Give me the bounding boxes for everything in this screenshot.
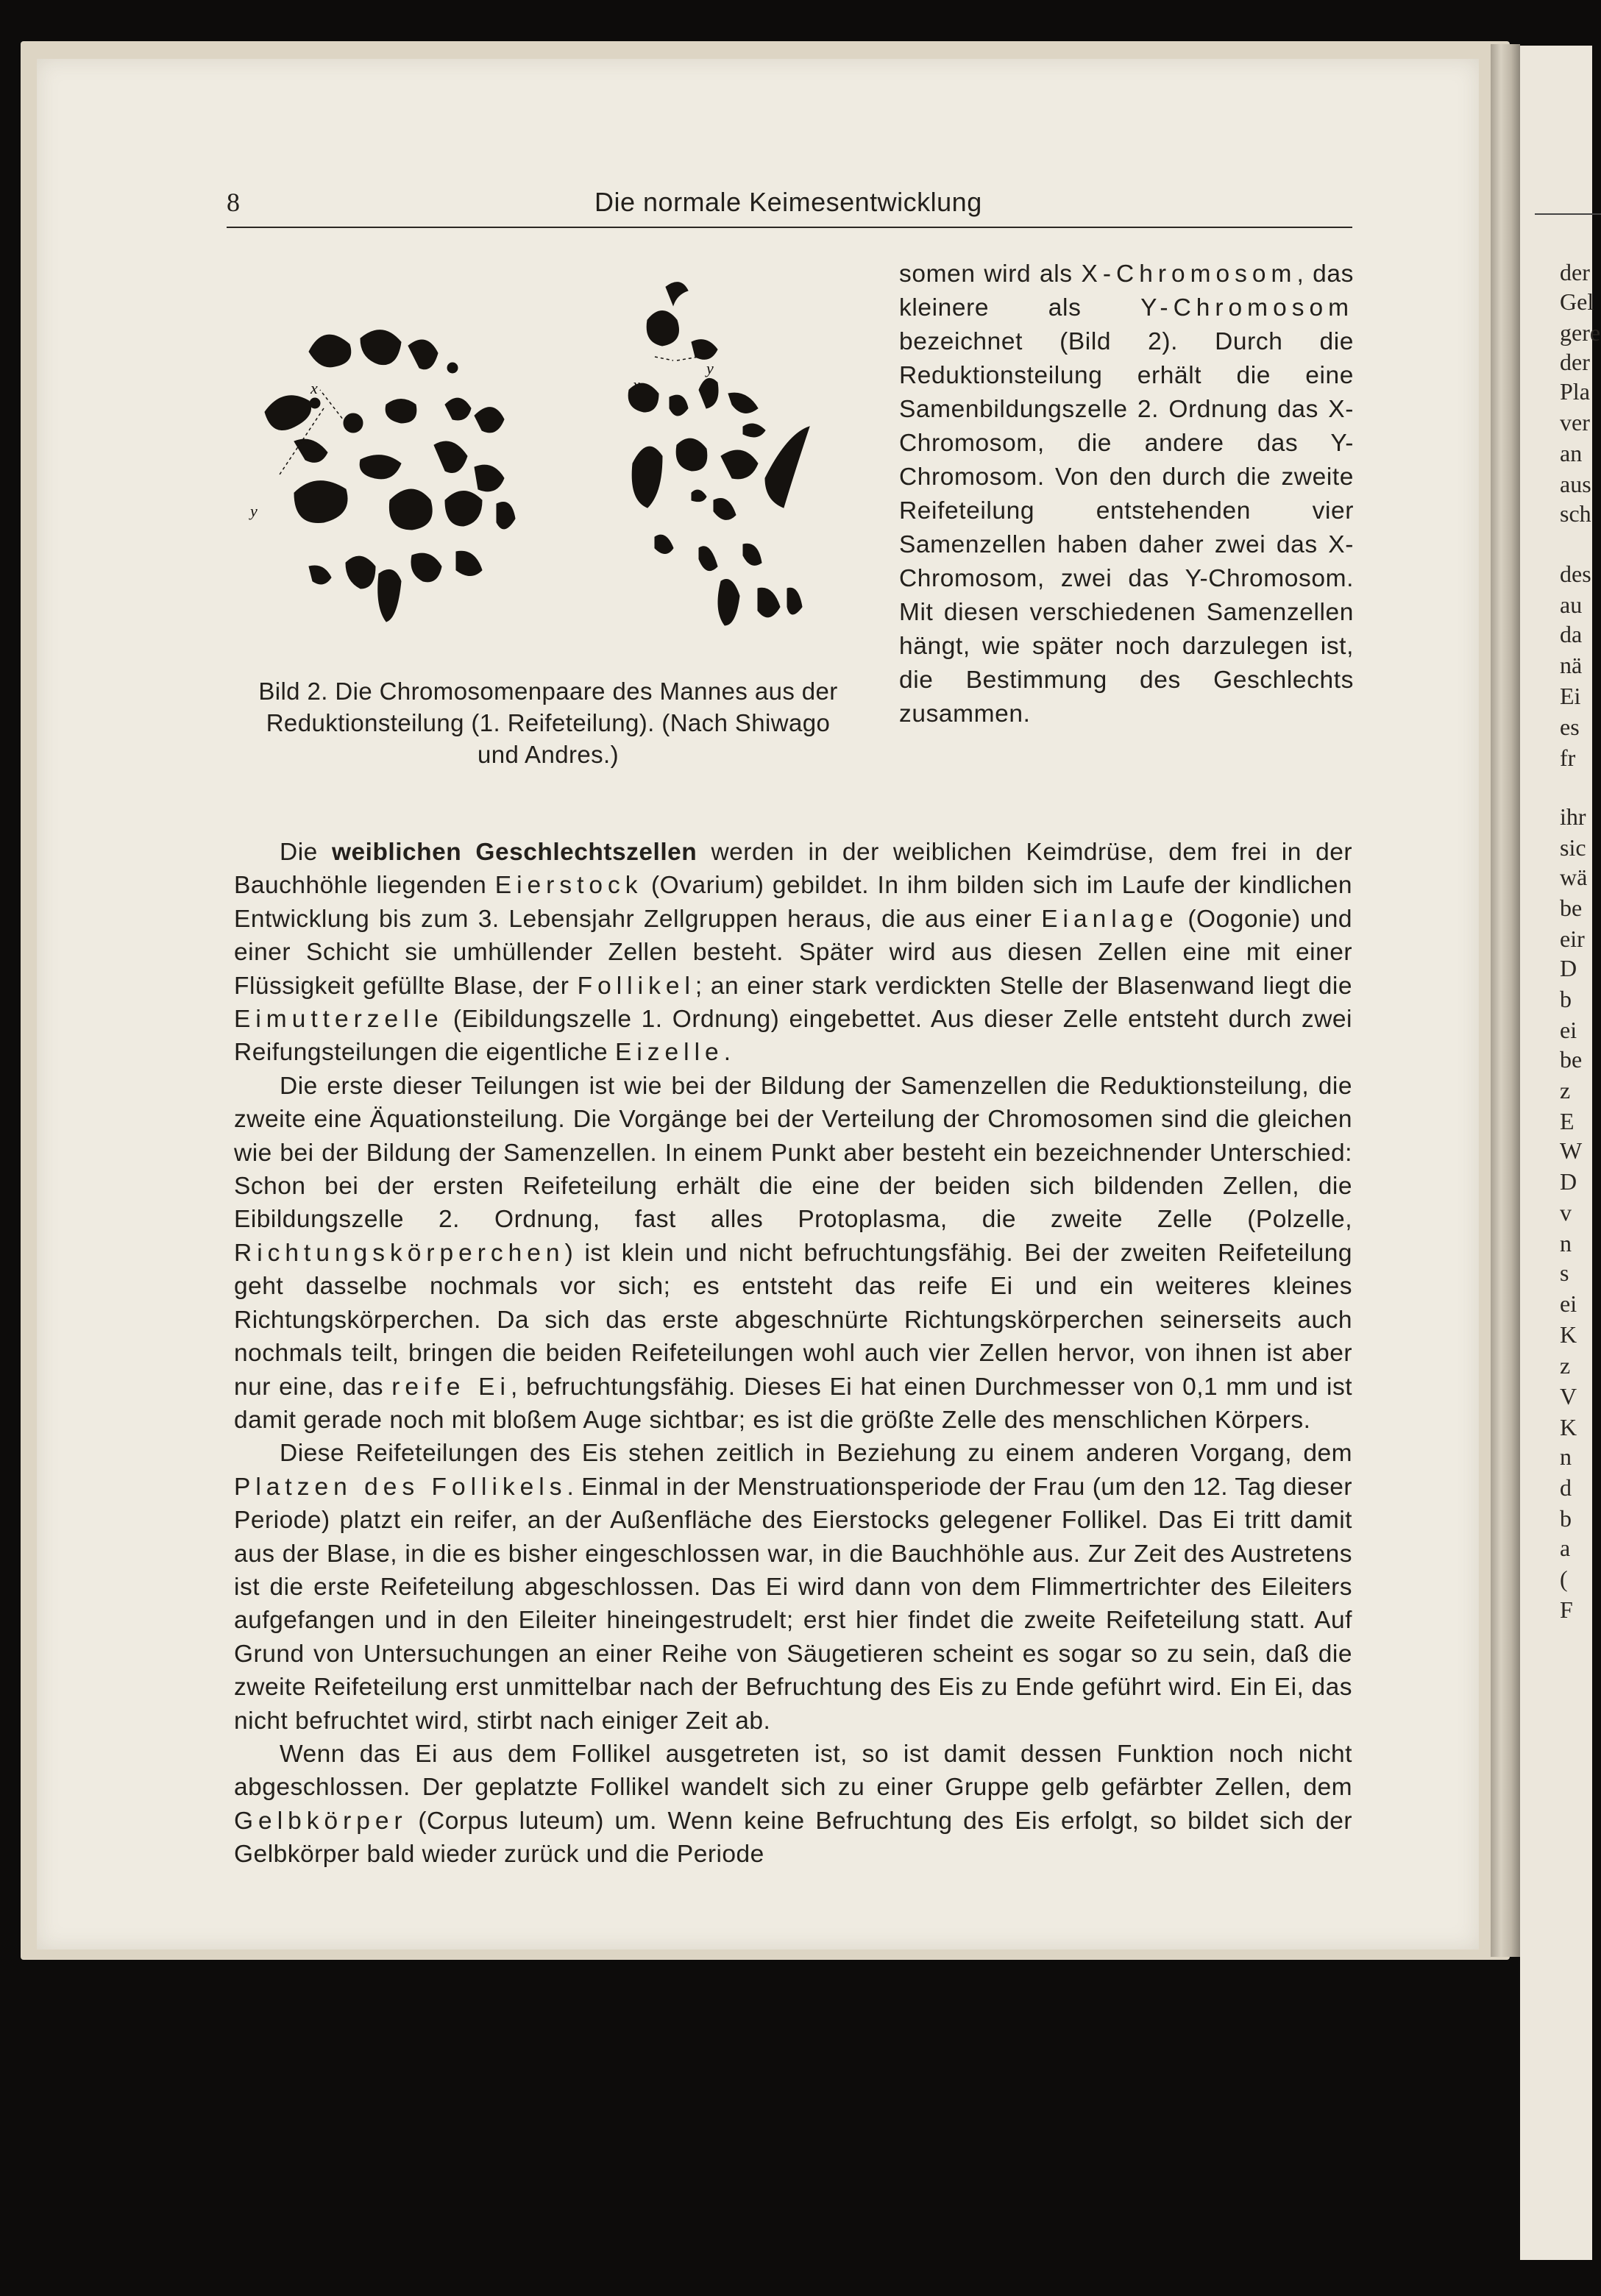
facing-page-rule bbox=[1535, 213, 1601, 215]
facing-page-fragment: n bbox=[1560, 1230, 1572, 1257]
paragraph-3: Diese Reifeteilungen des Eis stehen zeitlich in Beziehung zu einem anderen Vorgang, dem Platzen des Follikels. Einmal in der Menstruationsperiode der Frau (um den 12. Tag dieser Periode) platzt ein reifer, an der Außenfläche des Eierstocks gelegener Follikel. Das Ei tritt damit aus der Blase, in die es bisher eingeschlossen war, in die Bauchhöhle aus. Zur Zeit des Austretens ist die erste Reifeteilung abgeschlossen. Das Ei wird dann von dem Flimmertrichter des Eileiters aufgefangen und in den Eileiter hineingestrudelt; erst hier findet die zweite Reifeteilung statt. Auf Grund von Untersuchungen an einer Reihe von Säugetieren scheint es sogar so zu sein, daß die zweite Reifeteilung erst unmittelbar nach der Befruchtung des Eis zu Ende geführt wird. Ein Ei, das nicht befruchtet wird, stirbt nach einiger Zeit ab. bbox=[234, 1440, 1352, 1735]
facing-page-fragment: K bbox=[1560, 1414, 1577, 1440]
facing-page-fragment: wä bbox=[1560, 864, 1588, 890]
facing-page-fragment: be bbox=[1560, 1046, 1583, 1073]
facing-page-fragment: F bbox=[1560, 1596, 1573, 1623]
facing-page-fragment: aus bbox=[1560, 471, 1591, 497]
paragraph-2: Die erste dieser Teilungen ist wie bei der Bildung der Samenzellen die Reduktionsteilung, die zweite eine Äquationsteilung. Die Vorgänge bei der Verteilung der Chromosomen sind die gleichen wie bei der Bildung der Samenzellen. In einem Punkt aber besteht ein bezeichnender Unterschied: Schon bei der ersten Reifeteilung erhält die eine der beiden sich bildenden Zellen, die Eibildungszelle 2. Ordnung, fast alles Protoplasma, die zweite Zelle (Polzelle, Richtungskörperchen) ist klein und nicht befruchtungsfähig. Bei der zweiten Reifeteilung geht dasselbe nochmals vor sich; es entsteht das reife Ei und ein weiteres kleines Richtungskörperchen. Da sich das erste abgeschnürte Richtungskörperchen seinerseits auch nochmals teilt, bringen die beiden Reifeteilungen wohl auch vier Zellen hervor, von ihnen ist aber nur eine, das reife Ei, befruchtungsfähig. Dieses Ei hat einen Durchmesser von 0,1 mm und ist damit gerade noch mit bloßem Auge sichtbar; es ist die größte Zelle des menschlichen Körpers. bbox=[234, 1072, 1353, 1434]
facing-page-fragment: sic bbox=[1560, 834, 1586, 861]
paragraph-4: Wenn das Ei aus dem Follikel ausgetreten ist, so ist damit dessen Funktion noch nicht abgeschlossen. Der geplatzte Follikel wandelt sich zu einer Gruppe gelb gefärbter Zellen, dem Gelbkörper (Corpus luteum) um. Wenn keine Befruchtung des Eis erfolgt, so bildet sich der Gelbkörper bald wieder zurück und die Periode bbox=[234, 1740, 1352, 1869]
right-x-label: x bbox=[633, 375, 640, 394]
facing-page-fragment: sch bbox=[1560, 500, 1591, 527]
facing-page-fragment: der bbox=[1560, 259, 1590, 285]
facing-page-fragment: E bbox=[1560, 1108, 1575, 1134]
facing-page-edge bbox=[1520, 46, 1601, 2260]
facing-page-fragment: ( bbox=[1560, 1565, 1568, 1592]
facing-page-fragment: b bbox=[1560, 986, 1572, 1012]
facing-page-fragment: au bbox=[1560, 591, 1583, 618]
facing-page-fragment: Ei bbox=[1560, 683, 1581, 709]
left-y-label: y bbox=[250, 502, 258, 520]
facing-page-fragment: D bbox=[1560, 1168, 1577, 1195]
facing-page-fragment: der bbox=[1560, 349, 1590, 375]
facing-page-fragment: v bbox=[1560, 1199, 1572, 1226]
facing-page-fragment: b bbox=[1560, 1505, 1572, 1532]
chromosome-drawing bbox=[221, 257, 883, 669]
chromosome-figure bbox=[221, 257, 883, 669]
facing-page-fragment: ei bbox=[1560, 1290, 1577, 1317]
facing-page-fragment: ei bbox=[1560, 1017, 1577, 1043]
facing-page-fragment: eir bbox=[1560, 925, 1585, 952]
left-x-label: x bbox=[310, 379, 318, 397]
facing-page-fragment: z bbox=[1560, 1077, 1571, 1103]
facing-page-fragment: K bbox=[1560, 1321, 1577, 1348]
facing-page-fragment: ihr bbox=[1560, 803, 1586, 830]
header-rule bbox=[227, 227, 1352, 228]
facing-page-fragment: des bbox=[1560, 561, 1591, 587]
right-y-label: y bbox=[706, 359, 714, 377]
body-text bbox=[234, 836, 1352, 1872]
figure-caption bbox=[228, 675, 868, 770]
page-number: 8 bbox=[227, 188, 240, 217]
paragraph-1: Die weiblichen Geschlechtszellen werden in der weiblichen Keimdrüse, dem frei in der Bauchhöhle liegenden Eierstock (Ovarium) gebildet. In ihm bilden sich im Laufe der kindlichen Entwicklung bis zum 3. Lebensjahr Zellgruppen heraus, die aus einer Eianlage (Oogonie) und einer Schicht sie umhüllender Zellen besteht. Später wird aus diesen Zellen eine mit einer Flüssigkeit gefüllte Blase, der Follikel; an einer stark verdickten Stelle der Blasenwand liegt die Eimutterzelle (Eibildungszelle 1. Ordnung) eingebettet. Aus dieser Zelle entsteht durch zwei Reifungsteilungen die eigentliche Eizelle. bbox=[234, 839, 1352, 1067]
bold-term: weiblichen Geschlechtszellen bbox=[331, 839, 697, 866]
facing-page-fragment: da bbox=[1560, 621, 1583, 647]
facing-page-fragment: n bbox=[1560, 1443, 1572, 1470]
facing-page-fragment: nä bbox=[1560, 652, 1583, 678]
facing-page-fragment: fr bbox=[1560, 744, 1576, 771]
facing-page-fragment: Gel bbox=[1560, 288, 1594, 315]
facing-page-fragment: V bbox=[1560, 1383, 1577, 1410]
facing-page-fragment: an bbox=[1560, 440, 1583, 466]
facing-page-fragment: z bbox=[1560, 1352, 1571, 1379]
facing-page-fragment: d bbox=[1560, 1474, 1572, 1501]
x-chromosom-term: X-Chromosom bbox=[1081, 260, 1297, 288]
facing-page-fragment: es bbox=[1560, 714, 1580, 740]
facing-page-fragment: D bbox=[1560, 955, 1577, 981]
caption-line-1: Bild 2. Die Chromosomenpaare des Mannes aus der bbox=[258, 678, 838, 705]
facing-page-fragment: s bbox=[1560, 1259, 1569, 1286]
facing-page-fragment: Pla bbox=[1560, 378, 1590, 405]
facing-page-fragment: W bbox=[1560, 1137, 1583, 1164]
y-chromosom-term: Y-Chromosom bbox=[1140, 294, 1354, 321]
caption-line-3: und Andres.) bbox=[478, 741, 619, 768]
facing-page-fragment: a bbox=[1560, 1535, 1571, 1561]
running-title: Die normale Keimesentwicklung bbox=[594, 187, 982, 217]
facing-page-fragment: be bbox=[1560, 895, 1583, 921]
facing-page-fragment: ver bbox=[1560, 409, 1590, 436]
side-column-text: somen wird als X-Chromosom, das kleinere als Y-Chromosom bezeichnet (Bild 2). Durch die Reduktionsteilung erhält die eine Samenbildungszelle 2. Ordnung das X-Chromosom, die andere das Y-Chromosom. Von den durch die zweite Reifeteilung entstehenden vier Samenzellen haben daher zwei das X-Chromosom, zwei das Y-Chromosom. Mit diesen verschiedenen Samenzellen hängt, wie später noch darzulegen ist, die Bestimmung des Geschlechts zusammen. bbox=[899, 260, 1354, 728]
facing-page-fragment: gere bbox=[1560, 319, 1601, 346]
caption-line-2: Reduktionsteilung (1. Reifeteilung). (Nach Shiwago bbox=[266, 709, 831, 736]
book-spine bbox=[1491, 44, 1520, 1957]
